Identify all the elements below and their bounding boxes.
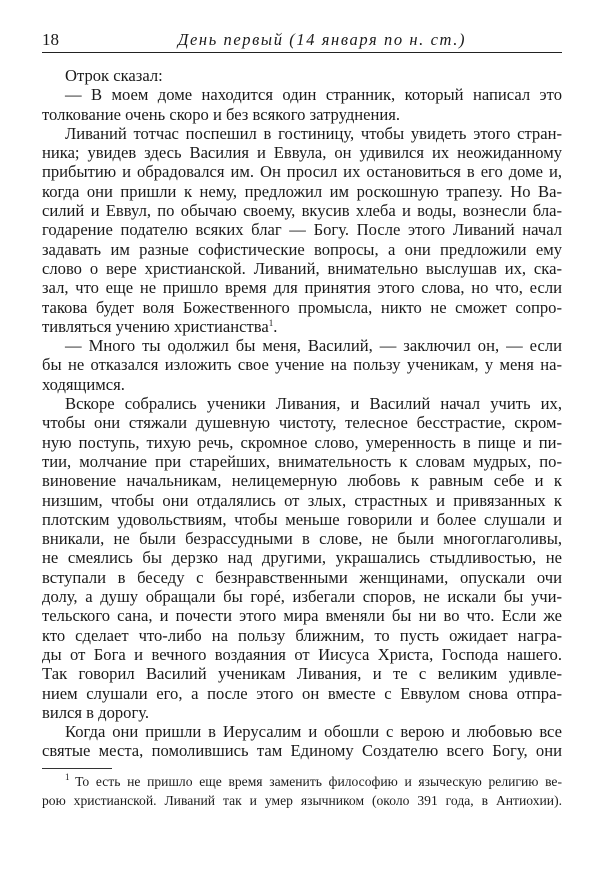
- text-line: плотским удовольствиям, чтобы меньше говорили и более слушали и: [42, 509, 562, 529]
- running-title: День первый (14 января по н. ст.): [177, 30, 467, 49]
- text-line: ходящимся.: [42, 374, 125, 394]
- text-line: тивляться учению христианства$^1$.: [42, 316, 278, 336]
- text-line: долу, а душу обращали бы горé, избегали споров, не искали бы учи-: [42, 587, 562, 607]
- text-line: толкование очень скоро и без всякого затруднения.: [42, 104, 401, 124]
- text-line: — В моем доме находится один странник, который написал это: [65, 85, 562, 105]
- text-line: ды от Бога и вечного воздаяния от Иисуса Христа, Господа нашего.: [42, 644, 562, 664]
- body-text: [42, 66, 562, 761]
- text-line: низшим, чтобы они отдалялись от злых, страстных и привязанных к: [42, 490, 562, 510]
- text-line: тии, молчание при старейших, внимательность к словам мудрых, по-: [42, 451, 562, 471]
- text-line: вникали, не были безрассудными в слове, не были многоглаголивы,: [42, 529, 562, 549]
- text-line: не смеялись бы дерзко над другими, украшались стыдливостью, не: [42, 548, 562, 568]
- page-number: 18: [42, 30, 59, 49]
- footnotes: [42, 773, 562, 810]
- footnote-line: $^1$ То есть не пришло еще время заменить философию и языческую религию ве-: [65, 772, 562, 789]
- text-line: годарение подателю всяких благ — Богу. После этого Ливаний начал: [42, 220, 562, 240]
- footnote-line: рою христианской. Ливаний так и умер язычником (около 391 года, в Антиохии).: [42, 792, 562, 808]
- running-header: [42, 28, 562, 53]
- text-line: прибытию и обрадовался им. Он просил их остановиться в его доме и,: [42, 162, 562, 182]
- text-line: ную поступь, тихую речь, скромное слово, умеренность в пище и пи-: [42, 432, 562, 452]
- text-line: Так говорил Василий ученикам Ливания, и те с великим удивле-: [42, 664, 562, 684]
- text-line: когда они пришли к нему, предложил им роскошную трапезу. Но Ва-: [42, 181, 562, 201]
- text-line: чтобы они стяжали душевную чистоту, телесное бесстрастие, скром-: [42, 413, 562, 433]
- text-line: слово о вере христианской. Ливаний, внимательно выслушав их, ска-: [42, 258, 562, 278]
- text-line: Отрок сказал:: [65, 66, 163, 85]
- text-line: Ливаний тотчас поспешил в гостиницу, чтобы увидеть этого стран-: [65, 123, 562, 143]
- text-line: Когда они пришли в Иерусалим и обошли с верою и любовью все: [65, 722, 562, 742]
- text-line: бы не отказался изложить свое учение на пользу ученикам, у меня на-: [42, 355, 562, 375]
- text-line: такова будет воля Божественного промысла, никто не сможет сопро-: [42, 297, 562, 317]
- text-line: святые места, помолившись там Единому Создателю всего Богу, они: [42, 741, 562, 761]
- text-line: вился в дорогу.: [42, 702, 150, 722]
- text-line: нием слушали его, а после этого он вместе с Еввулом снова отпра-: [42, 683, 562, 703]
- text-line: задавать им разные софистические вопросы, а они предложили ему: [42, 239, 562, 259]
- text-line: Вскоре собрались ученики Ливания, и Василий начал учить их,: [65, 394, 562, 414]
- footnote-reference[interactable]: 1: [268, 317, 274, 328]
- text-line: силий и Еввул, по обычаю своему, вкусив хлеба и воды, вознесли бла-: [42, 201, 562, 221]
- text-line: вступали в беседу с безнравственными женщинами, опускали очи: [42, 567, 562, 587]
- text-line: виновение начальникам, нелицемерную любовь к равным себе и к: [42, 471, 562, 491]
- footnote-marker: 1: [65, 772, 76, 782]
- text-line: тельского сана, и почести этого мира вменяли бы ни во что. Если же: [42, 606, 562, 626]
- footnote-rule: [42, 768, 112, 769]
- text-line: кто сделает что-либо на пользу ближним, то пусть ожидает награ-: [42, 625, 562, 645]
- text-line: — Много ты одолжил бы меня, Василий, — заключил он, — если: [65, 336, 562, 356]
- text-line: зал, что еще не пришло время для принятия этого слова, но что, если: [42, 278, 562, 298]
- text-line: ника; увидев здесь Василия и Еввула, он удивился их неожиданному: [42, 143, 562, 163]
